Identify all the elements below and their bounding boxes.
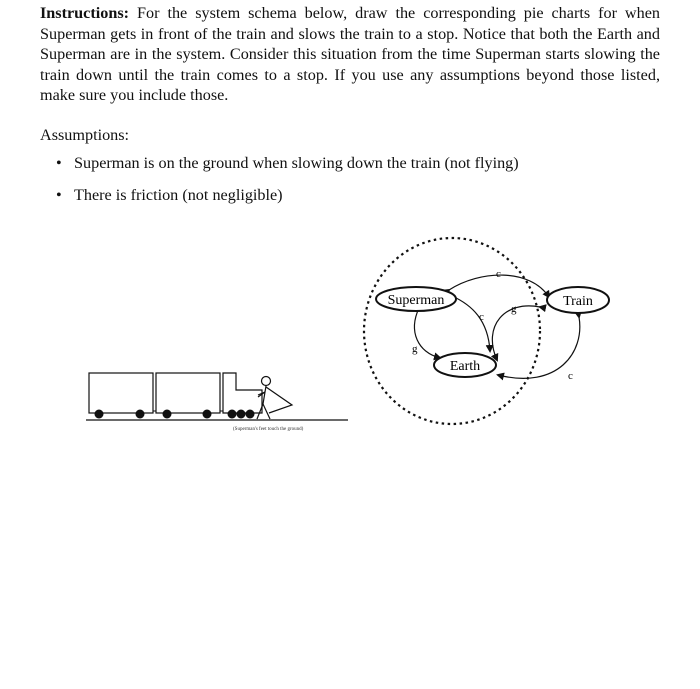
train-car <box>156 373 220 413</box>
interaction-superman-earth-gravity <box>415 308 440 358</box>
assumption-text: Superman is on the ground when slowing down the train (not flying) <box>74 154 519 172</box>
train-wheel <box>246 410 255 419</box>
instructions-body: For the system schema below, draw the corresponding pie charts for when Superman gets in front of the train and slows the train to a stop. Notice that both the Earth and Superman are in the system. Consider this situation from the time Superman starts slowing the train down until the train comes to a stop. If you use any assumptions beyond those listed, make sure you include those. <box>40 4 660 104</box>
assumption-text: There is friction (not negligible) <box>74 186 283 204</box>
assumptions-title: Assumptions: <box>40 126 130 144</box>
label-gravity: g <box>412 343 418 355</box>
label-contact: c <box>568 370 573 382</box>
node-earth-label: Earth <box>449 359 481 374</box>
node-superman-label: Superman <box>387 293 445 308</box>
train-wheel <box>228 410 237 419</box>
label-contact: c <box>496 268 501 280</box>
train-wheel <box>203 410 212 419</box>
train-wheel <box>163 410 172 419</box>
drawing-caption: (Superman's feet touch the ground) <box>233 427 304 432</box>
train-engine <box>223 373 262 413</box>
interaction-superman-earth-contact <box>452 296 490 351</box>
bullet-icon: • <box>56 154 62 172</box>
label-contact: c <box>479 311 484 323</box>
instructions-heading: Instructions: <box>40 4 130 22</box>
node-train-label: Train <box>563 294 593 309</box>
bullet-icon: • <box>56 186 62 204</box>
train-wheel <box>95 410 104 419</box>
system-boundary <box>364 238 540 424</box>
label-gravity: g <box>511 303 517 315</box>
system-schema <box>364 238 609 424</box>
train-car <box>89 373 153 413</box>
train-wheel <box>136 410 145 419</box>
train-drawing <box>86 373 348 420</box>
train-wheel <box>237 410 246 419</box>
